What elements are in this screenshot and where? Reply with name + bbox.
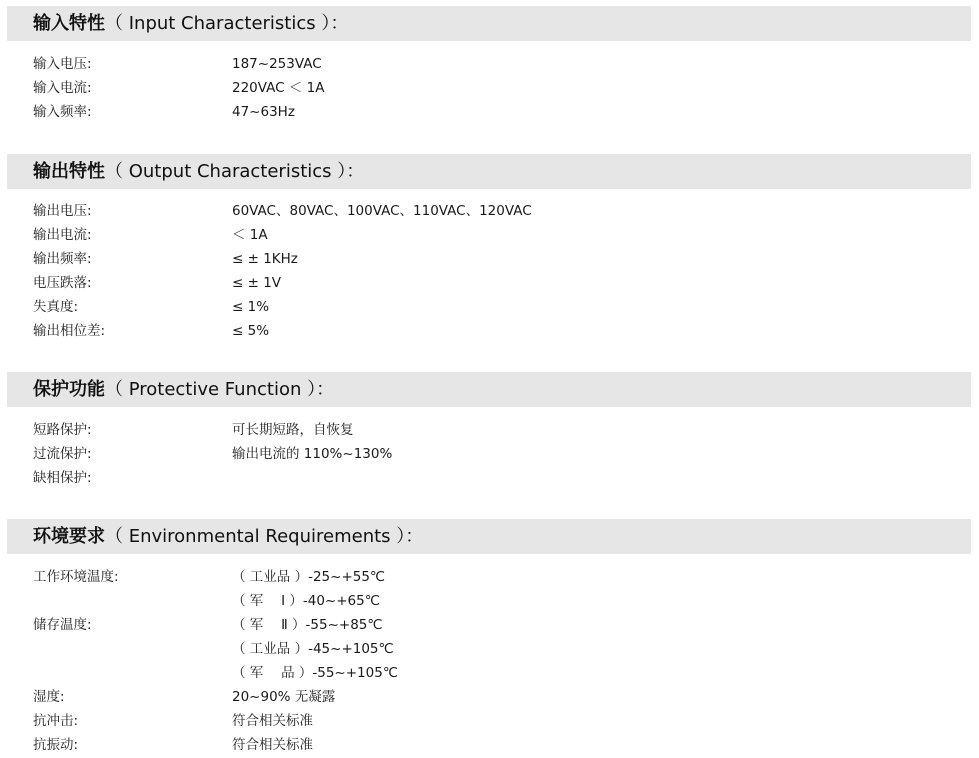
spec-label: 失真度: bbox=[33, 299, 79, 315]
section-header-input bbox=[7, 6, 971, 41]
spec-value: ≤ ± 1V bbox=[232, 275, 282, 291]
section-title-en: （ Input Characteristics ）： bbox=[105, 13, 349, 34]
section-title-en: （ Protective Function ）： bbox=[105, 379, 335, 400]
spec-label: 工作环境温度: bbox=[33, 569, 119, 585]
spec-value: 47~63Hz bbox=[232, 104, 295, 120]
section-title-zh: 输入特性 bbox=[33, 13, 105, 34]
spec-label: 电压跌落: bbox=[33, 275, 92, 291]
spec-value: （ 军 Ⅱ ）-55~+85℃ bbox=[232, 617, 383, 633]
spec-value: ≤ 1% bbox=[232, 299, 270, 315]
spec-label: 输出电流: bbox=[33, 227, 92, 243]
spec-label: 短路保护: bbox=[33, 422, 92, 438]
spec-label: 输入电压: bbox=[33, 56, 92, 72]
spec-value: 187~253VAC bbox=[232, 56, 322, 72]
spec-label: 输出电压: bbox=[33, 203, 92, 219]
section-header-output bbox=[7, 154, 971, 189]
spec-value: 220VAC ＜ 1A bbox=[232, 80, 325, 96]
spec-value: （ 工业品 ）-25~+55℃ bbox=[232, 569, 386, 585]
spec-label: 输入频率: bbox=[33, 104, 92, 120]
spec-value: （ 军 品 ）-55~+105℃ bbox=[232, 665, 398, 681]
spec-value: 符合相关标准 bbox=[232, 737, 313, 753]
spec-value: ≤ 5% bbox=[232, 323, 270, 339]
section-title-zh: 输出特性 bbox=[33, 161, 105, 182]
section-header-protective bbox=[7, 372, 971, 407]
spec-value: （ 军 Ⅰ ）-40~+65℃ bbox=[232, 593, 380, 609]
spec-value: 符合相关标准 bbox=[232, 713, 313, 729]
spec-label: 输出频率: bbox=[33, 251, 92, 267]
section-title-zh: 环境要求 bbox=[33, 526, 105, 547]
spec-value: 输出电流的 110%~130% bbox=[232, 446, 393, 462]
section-title-en: （ Environmental Requirements ）： bbox=[105, 526, 424, 547]
spec-value: 20~90% 无凝露 bbox=[232, 689, 336, 705]
spec-label: 储存温度: bbox=[33, 617, 92, 633]
spec-label: 输出相位差: bbox=[33, 323, 106, 339]
spec-value: ≤ ± 1KHz bbox=[232, 251, 298, 267]
spec-value: （ 工业品 ）-45~+105℃ bbox=[232, 641, 394, 657]
section-header-environmental bbox=[7, 519, 971, 554]
spec-label: 湿度: bbox=[33, 689, 65, 705]
spec-label: 抗振动: bbox=[33, 737, 79, 753]
spec-value: 60VAC、80VAC、100VAC、110VAC、120VAC bbox=[232, 203, 532, 219]
spec-label: 输入电流: bbox=[33, 80, 92, 96]
spec-label: 过流保护: bbox=[33, 446, 92, 462]
section-title-zh: 保护功能 bbox=[33, 379, 105, 400]
spec-label: 缺相保护: bbox=[33, 470, 92, 486]
section-title-en: （ Output Characteristics ）： bbox=[105, 161, 365, 182]
spec-value: 可长期短路，自恢复 bbox=[232, 422, 354, 438]
spec-label: 抗冲击: bbox=[33, 713, 79, 729]
spec-value: ＜ 1A bbox=[232, 227, 268, 243]
